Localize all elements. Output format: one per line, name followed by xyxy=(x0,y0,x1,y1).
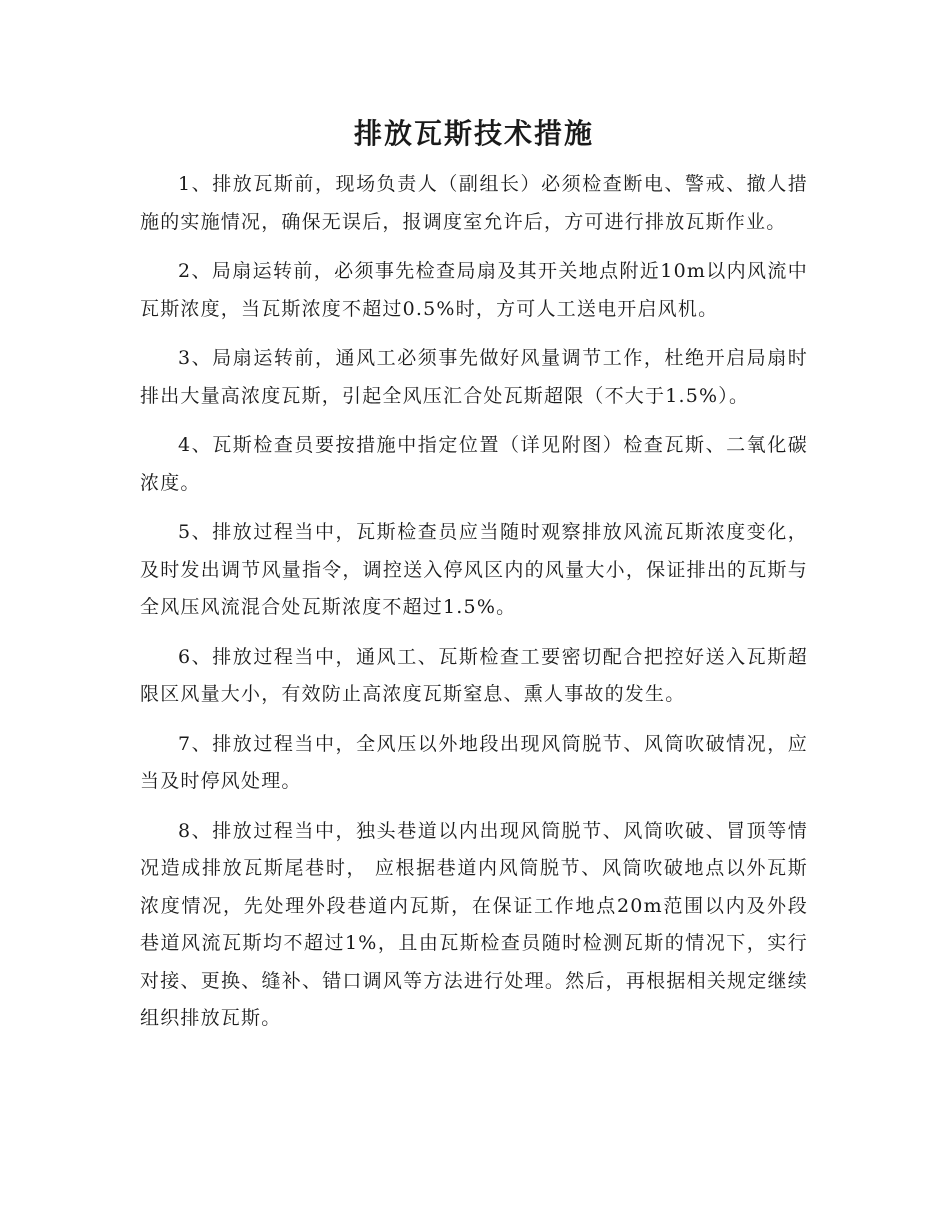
document-page xyxy=(140,112,808,1050)
paragraph-3: 3、局扇运转前，通风工必须事先做好风量调节工作，杜绝开启局扇时排出大量高浓度瓦斯，引起全风压汇合处瓦斯超限（不大于1.5%）。 xyxy=(140,347,808,407)
paragraph-1: 1、排放瓦斯前，现场负责人（副组长）必须检查断电、警戒、撤人措施的实施情况，确保无误后，报调度室允许后，方可进行排放瓦斯作业。 xyxy=(140,173,808,233)
paragraph-5: 5、排放过程当中，瓦斯检查员应当随时观察排放风流瓦斯浓度变化，及时发出调节风量指令，调控送入停风区内的风量大小，保证排出的瓦斯与全风压风流混合处瓦斯浓度不超过1.5%。 xyxy=(140,521,808,618)
paragraph-4: 4、瓦斯检查员要按措施中指定位置（详见附图）检查瓦斯、二氧化碳浓度。 xyxy=(140,434,808,494)
paragraph-6: 6、排放过程当中，通风工、瓦斯检查工要密切配合把控好送入瓦斯超限区风量大小，有效防止高浓度瓦斯窒息、熏人事故的发生。 xyxy=(140,645,808,705)
paragraph-8: 8、排放过程当中，独头巷道以内出现风筒脱节、风筒吹破、冒顶等情况造成排放瓦斯尾巷时， 应根据巷道内风筒脱节、风筒吹破地点以外瓦斯浓度情况，先处理外段巷道内瓦斯，在保证工作地点20m范围以内及外段巷道风流瓦斯均不超过1%，且由瓦斯检查员随时检测瓦斯的情况下，实行对接、更换、缝补、错口调风等方法进行处理。然后，再根据相关规定继续组织排放瓦斯。 xyxy=(140,819,808,1029)
paragraph-7: 7、排放过程当中，全风压以外地段出现风筒脱节、风筒吹破情况，应当及时停风处理。 xyxy=(140,732,808,792)
document-title: 排放瓦斯技术措施 xyxy=(353,117,594,150)
paragraph-2: 2、局扇运转前，必须事先检查局扇及其开关地点附近10m以内风流中瓦斯浓度，当瓦斯浓度不超过0.5%时，方可人工送电开启风机。 xyxy=(140,260,808,320)
